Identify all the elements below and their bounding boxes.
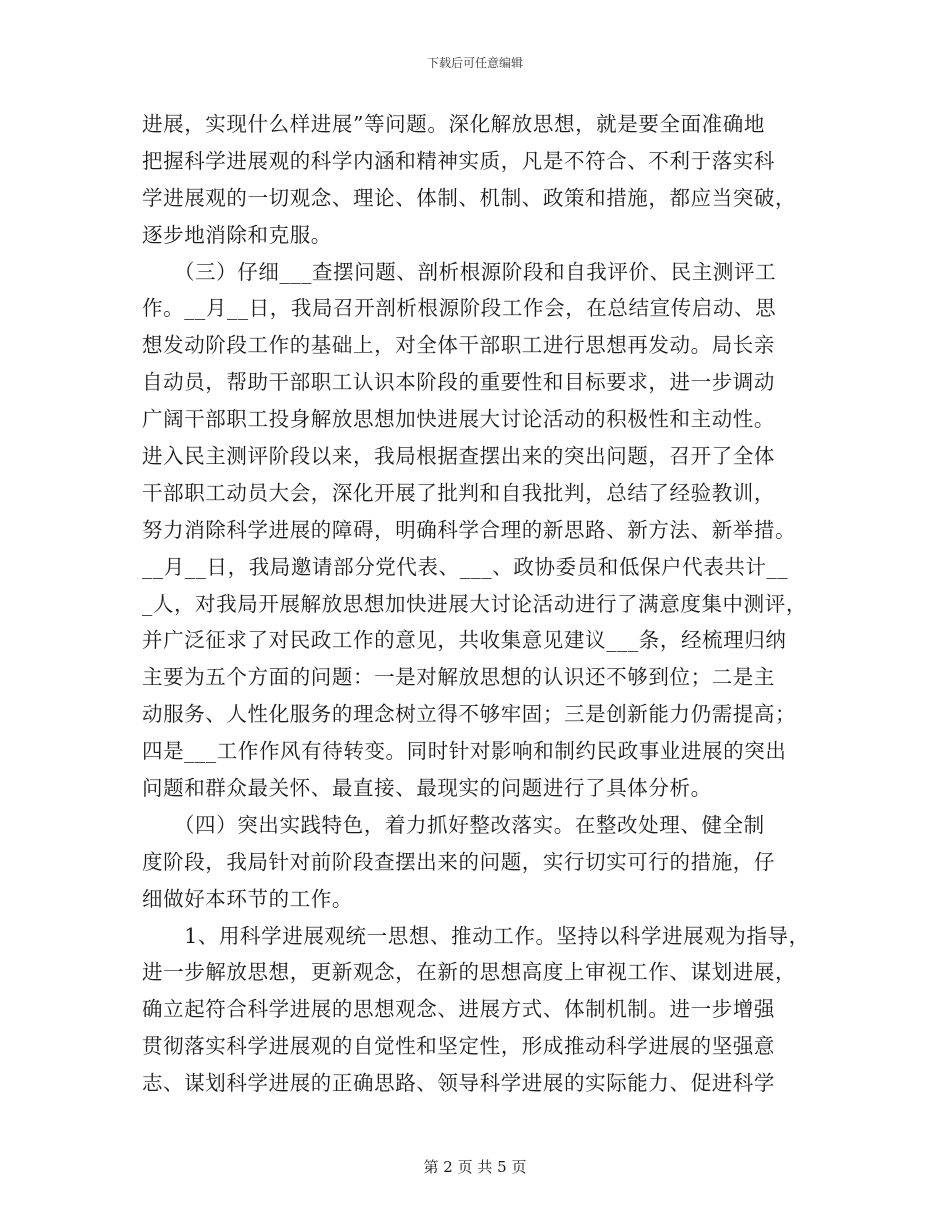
body-line: 逐步地消除和克服。 [142, 222, 332, 247]
document-body [142, 106, 822, 1102]
body-line: 努力消除科学进展的障碍，明确科学合理的新思路、新方法、新举措。 [142, 517, 797, 542]
body-line: 进一步解放思想，更新观念，在新的思想高度上审视工作、谋划进展， [142, 960, 797, 985]
body-line: （四）突出实践特色，着力抓好整改落实。在整改处理、健全制 [142, 812, 765, 837]
body-line: 四是___工作作风有待转变。同时针对影响和制约民政事业进展的突出 [142, 739, 787, 764]
body-line: 自动员，帮助干部职工认识本阶段的重要性和目标要求，进一步调动 [142, 370, 775, 395]
body-line: 确立起符合科学进展的思想观念、进展方式、体制机制。进一步增强 [142, 997, 775, 1022]
body-line: _人，对我局开展解放思想加快进展大讨论活动进行了满意度集中测评， [142, 591, 807, 616]
body-line: 细做好本环节的工作。 [142, 886, 353, 911]
body-line: 进展，实现什么样进展”等问题。深化解放思想，就是要全面准确地 [142, 112, 765, 136]
body-line: 把握科学进展观的科学内涵和精神实质，凡是不符合、不利于落实科 [142, 148, 775, 173]
body-line: 干部职工动员大会，深化开展了批判和自我批判，总结了经验教训， [142, 480, 775, 505]
body-line: 进入民主测评阶段以来，我局根据查摆出来的突出问题，召开了全体 [142, 444, 775, 469]
body-line: 问题和群众最关怀、最直接、最现实的问题进行了具体分析。 [142, 776, 712, 801]
body-line: 主要为五个方面的问题：一是对解放思想的认识还不够到位；二是主 [142, 665, 775, 690]
body-line: 1、用科学进展观统一思想、推动工作。坚持以科学进展观为指导， [142, 923, 810, 948]
body-line: 作。__月__日，我局召开剖析根源阶段工作会，在总结宣传启动、思 [142, 296, 777, 321]
body-line: 贯彻落实科学进展观的自觉性和坚定性，形成推动科学进展的坚强意 [142, 1034, 775, 1059]
body-line: 学进展观的一切观念、理论、体制、机制、政策和措施，都应当突破， [142, 185, 797, 210]
body-line: 度阶段，我局针对前阶段查摆出来的问题，实行切实可行的措施，仔 [142, 849, 775, 874]
body-line: 并广泛征求了对民政工作的意见，共收集意见建议___条，经梳理归纳 [142, 628, 787, 653]
body-line: __月__日，我局邀请部分党代表、___、政协委员和低保户代表共计__ [142, 554, 789, 579]
body-line: 广阔干部职工投身解放思想加快进展大讨论活动的积极性和主动性。 [142, 407, 775, 432]
body-line: 想发动阶段工作的基础上，对全体干部职工进行思想再发动。局长亲 [142, 333, 775, 358]
body-line: 动服务、人性化服务的理念树立得不够牢固；三是创新能力仍需提高； [142, 702, 797, 727]
page-footer: 第 2 页 共 5 页 [423, 1158, 527, 1176]
body-line: 志、谋划科学进展的正确思路、领导科学进展的实际能力、促进科学 [142, 1071, 775, 1096]
body-line: （三）仔细___查摆问题、剖析根源阶段和自我评价、民主测评工 [142, 259, 777, 284]
page-header: 下载后可任意编辑 [426, 56, 523, 70]
